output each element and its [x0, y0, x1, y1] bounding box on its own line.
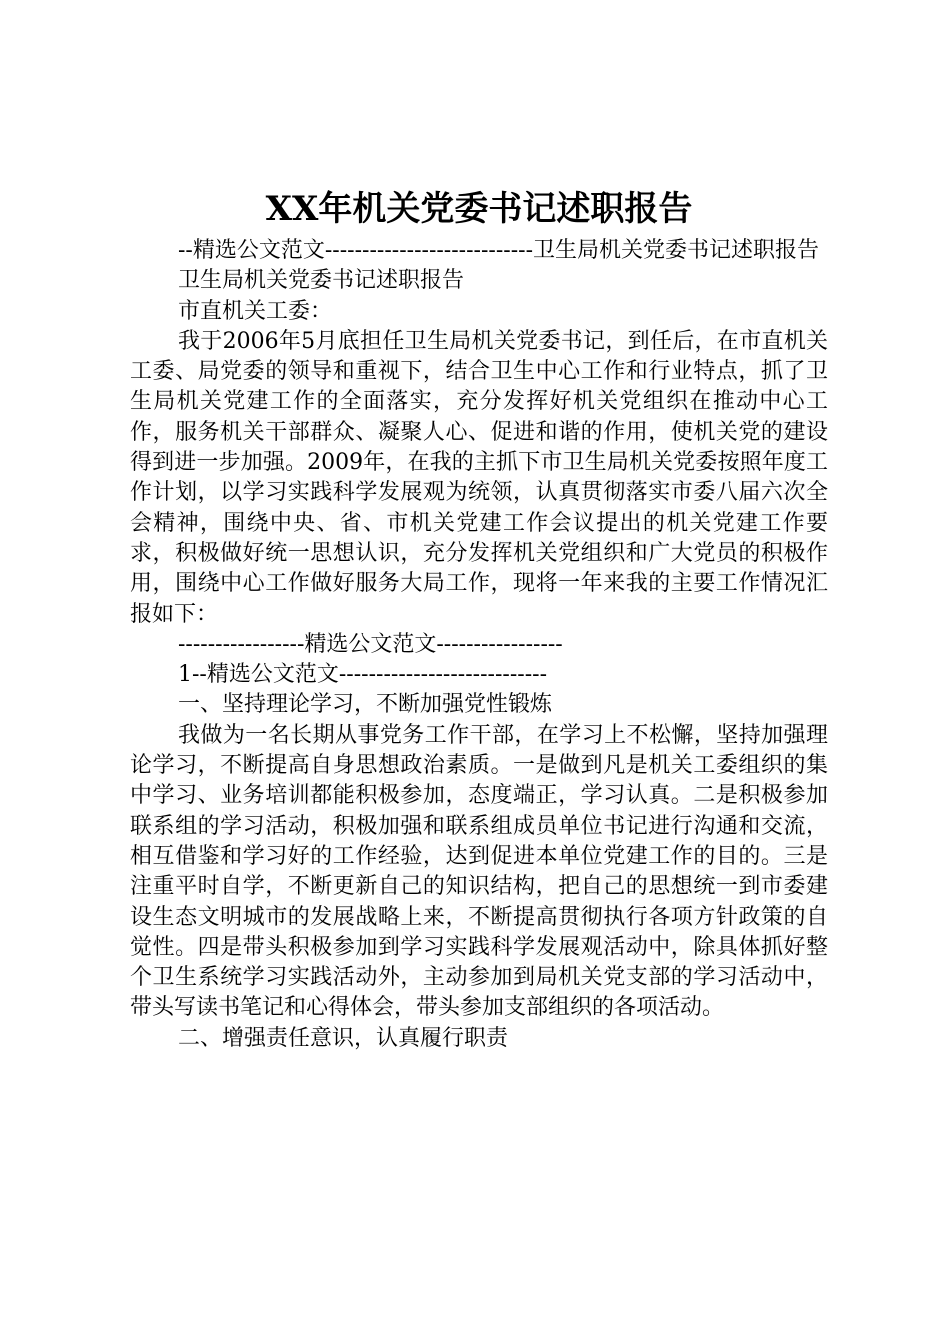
- document-body: [130, 182, 828, 1054]
- intro-paragraph: 我于2006年5月底担任卫生局机关党委书记，到任后，在市直机关工委、局党委的领导和重视下，结合卫生中心工作和行业特点，抓了卫生局机关党建工作的全面落实，充分发挥好机关党组织在推动中心工作，服务机关干部群众、凝聚人心、促进和谐的作用，使机关党的建设得到进一步加强。2009年，在我的主抓下市卫生局机关党委按照年度工作计划，以学习实践科学发展观为统领，认真贯彻落实市委八届六次全会精神，围绕中央、省、市机关党建工作会议提出的机关党建工作要求，积极做好统一思想认识，充分发挥机关党组织和广大党员的积极作用，围绕中心工作做好服务大局工作，现将一年来我的主要工作情况汇报如下：: [130, 328, 828, 627]
- section-heading-2: 二、增强责任意识，认真履行职责: [178, 1025, 509, 1051]
- document-title: XX年机关党委书记述职报告: [265, 189, 693, 229]
- page-separator-line: -----------------精选公文范文-----------------: [178, 631, 563, 657]
- report-heading: 卫生局机关党委书记述职报告: [178, 268, 465, 294]
- addressee: 市直机关工委：: [178, 298, 333, 324]
- section-heading-1: 一、坚持理论学习，不断加强党性锻炼: [178, 692, 553, 718]
- page-number-separator-line: 1--精选公文范文----------------------------: [178, 662, 548, 688]
- section-1-paragraph: 我做为一名长期从事党务工作干部，在学习上不松懈，坚持加强理论学习，不断提高自身思想政治素质。一是做到凡是机关工委组织的集中学习、业务培训都能积极参加，态度端正，学习认真。二是积极参加联系组的学习活动，积极加强和联系组成员单位书记进行沟通和交流，相互借鉴和学习好的工作经验，达到促进本单位党建工作的目的。三是注重平时自学，不断更新自己的知识结构，把自己的思想统一到市委建设生态文明城市的发展战略上来，不断提高贯彻执行各项方针政策的自觉性。四是带头积极参加到学习实践科学发展观活动中，除具体抓好整个卫生系统学习实践活动外，主动参加到局机关党支部的学习活动中，带头写读书笔记和心得体会，带头参加支部组织的各项活动。: [130, 722, 828, 1021]
- header-separator-line: --精选公文范文----------------------------卫生局机关党委书记述职报告: [178, 238, 820, 263]
- document-text: [130, 236, 828, 1054]
